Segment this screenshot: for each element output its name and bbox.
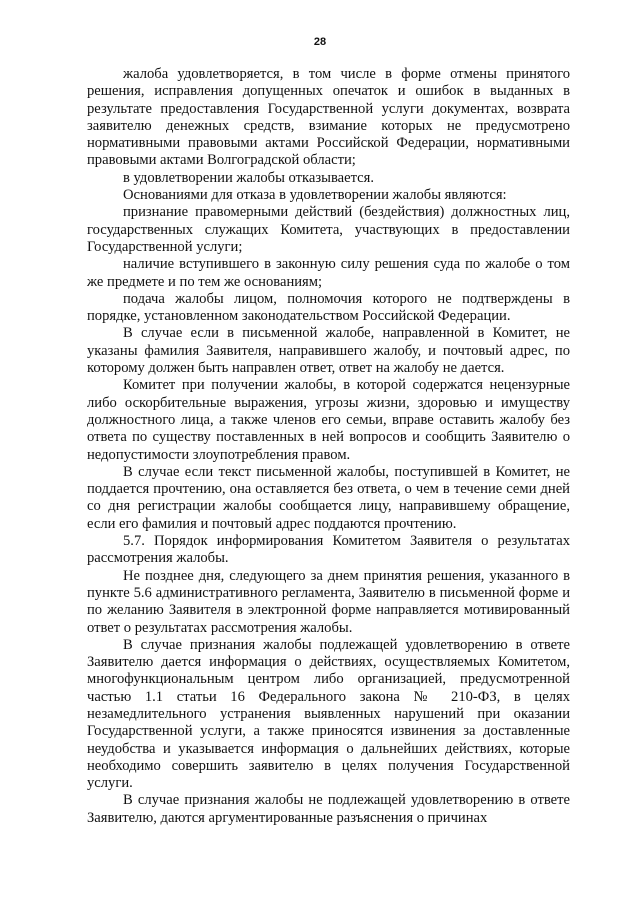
paragraph-abusive-language: Комитет при получении жалобы, в которой содержатся нецензурные либо оскорбительные выражения, угрозы жизни, здоровью и имуществу должностного лица, а также членов его семьи, вправе оставить жалобу без ответа по существу поставленных в ней вопросов и сообщить Заявителю о недопустимости злоупотребления правом. [87, 377, 570, 463]
section-heading-5-7: 5.7. Порядок информирования Комитетом Заявителя о результатах рассмотрения жалобы. [87, 533, 570, 567]
paragraph-ground-court-decision: наличие вступившего в законную силу решения суда по жалобе о том же предмете и по тем же основаниям; [87, 256, 570, 290]
document-body [87, 66, 570, 827]
paragraph-complaint-satisfied: жалоба удовлетворяется, в том числе в форме отмены принятого решения, исправления допущенных опечаток и ошибок в выданных в результате предоставления Государственной услуги документах, возврата заявителю денежных средств, взимание которых не предусмотрено нормативными правовыми актами Российской Федерации, нормативными правовыми актами Волгоградской области; [87, 66, 570, 169]
paragraph-complaint-upheld-info: В случае признания жалобы подлежащей удовлетворению в ответе Заявителю дается информация о действиях, осуществляемых Комитетом, многофункциональным центром либо организацией, предусмотренной частью 1.1 статьи 16 Федерального закона № 210-ФЗ, в целях незамедлительного устранения выявленных нарушений при оказании Государственной услуги, а также приносятся извинения за доставленные неудобства и указывается информация о дальнейших действиях, которые необходимо совершить заявителю в целях получения Государственной услуги. [87, 636, 570, 792]
paragraph-complaint-rejected-info: В случае признания жалобы не подлежащей удовлетворению в ответе Заявителю, даются аргументированные разъяснения о причинах [87, 792, 570, 826]
page-number: 28 [313, 36, 327, 48]
paragraph-unreadable-text: В случае если текст письменной жалобы, поступившей в Комитет, не поддается прочтению, она оставляется без ответа, о чем в течение семи дней со дня регистрации жалобы сообщается лицу, направившему обращение, если его фамилия и почтовый адрес поддаются прочтению. [87, 463, 570, 532]
paragraph-refusal-grounds-heading: Основаниями для отказа в удовлетворении жалобы являются: [123, 187, 507, 204]
paragraph-ground-lawful-actions: признание правомерными действий (бездействия) должностных лиц, государственных служащих Комитета, участвующих в предоставлении Государственной услуги; [87, 204, 570, 255]
paragraph-ground-unauthorized-person: подача жалобы лицом, полномочия которого не подтверждены в порядке, установленном законодательством Российской Федерации. [87, 290, 570, 325]
paragraph-response-deadline: Не позднее дня, следующего за днем принятия решения, указанного в пункте 5.6 административного регламента, Заявителю в письменной форме и по желанию Заявителя в электронной форме направляется мотивированный ответ о результатах рассмотрения жалобы. [87, 567, 570, 636]
paragraph-no-name-address: В случае если в письменной жалобе, направленной в Комитет, не указаны фамилия Заявителя, направившего жалобу, и почтовый адрес, по которому должен быть направлен ответ, ответ на жалобу не дается. [87, 325, 570, 377]
paragraph-complaint-refused: в удовлетворении жалобы отказывается. [123, 169, 375, 186]
